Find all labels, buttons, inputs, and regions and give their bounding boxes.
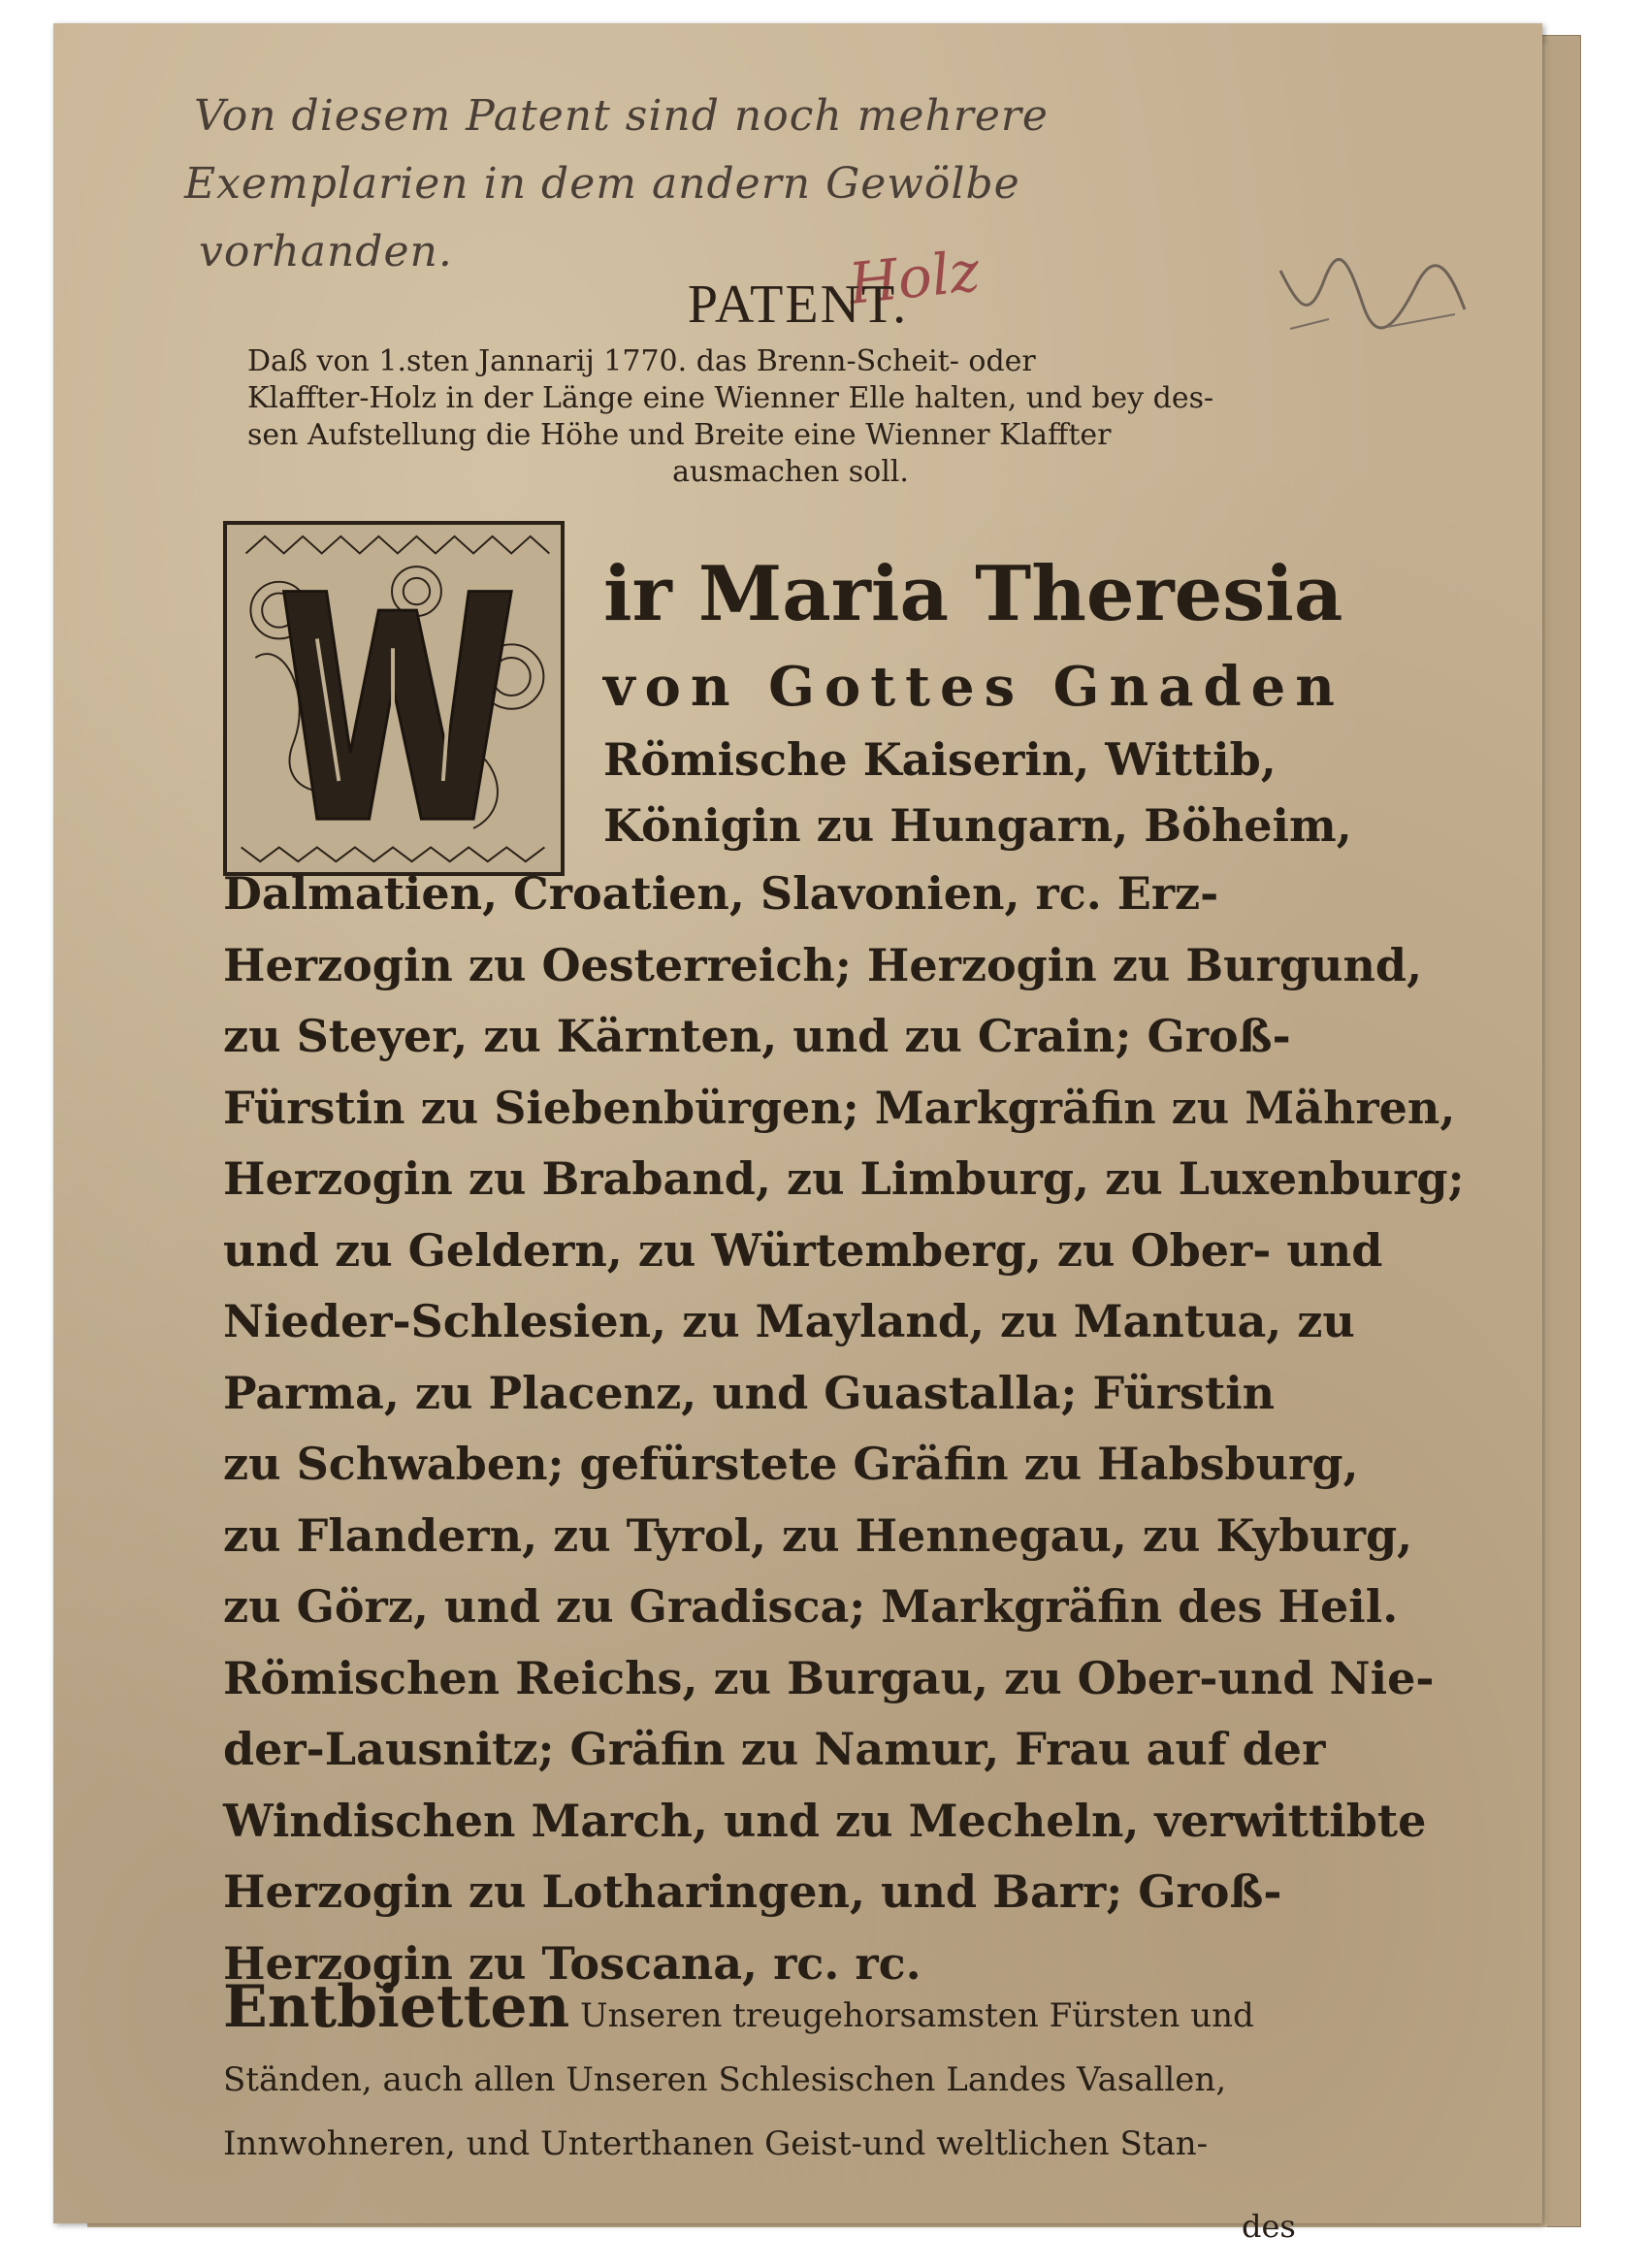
subtitle-line-4: ausmachen soll. (672, 455, 909, 489)
closing-line-2: Ständen, auch allen Unseren Schlesischen Landes Vasallen, (223, 2060, 1227, 2099)
handwritten-note-line-1: Von diesem Patent sind noch mehrere (194, 91, 1049, 141)
decree-heading-line-2: von Gottes Gnaden (603, 655, 1344, 719)
decree-line: zu Steyer, zu Kärnten, und zu Crain; Groß- (223, 1010, 1291, 1062)
closing-line-1 (223, 1973, 1254, 2041)
subtitle-line-1: Daß von 1.sten Jannarij 1770. das Brenn-Scheit- oder (247, 344, 1036, 378)
closing-line-1-rest: Unseren treugehorsamsten Fürsten und (580, 1996, 1254, 2035)
decree-line: Windischen March, und zu Mecheln, verwittibte (223, 1794, 1427, 1847)
decree-line: Nieder-Schlesien, zu Mayland, zu Mantua, zu (223, 1295, 1355, 1347)
decree-line: Fürstin zu Siebenbürgen; Markgräfin zu Mähren, (223, 1081, 1456, 1134)
closing-paragraph (223, 1975, 1353, 2176)
decree-line: Herzogin zu Oesterreich; Herzogin zu Burgund, (223, 938, 1423, 991)
decree-heading-line-3: Römische Kaiserin, Wittib, (603, 733, 1277, 786)
decree-line: und zu Geldern, zu Würtemberg, zu Ober- und (223, 1223, 1383, 1277)
closing-line-3: Innwohneren, und Unterthanen Geist-und weltlichen Stan- (223, 2124, 1209, 2163)
subtitle-line-2: Klaffter-Holz in der Länge eine Wienner Elle halten, und bey des- (247, 381, 1214, 415)
decree-text (223, 542, 1465, 1999)
decree-line: Römischen Reichs, zu Burgau, zu Ober-und Nie- (223, 1651, 1435, 1704)
handwritten-note-line-3: vorhanden. (199, 227, 453, 276)
decree-line: der-Lausnitz; Gräfin zu Namur, Frau auf der (223, 1723, 1326, 1775)
decree-line: Dalmatien, Croatien, Slavonien, rc. Erz- (223, 867, 1219, 920)
decree-line: Parma, zu Placenz, und Guastalla; Fürstin (223, 1366, 1276, 1419)
document-title: PATENT. (687, 275, 909, 335)
decree-line: zu Schwaben; gefürstete Gräfin zu Habsburg, (223, 1438, 1359, 1490)
red-ink-mark: Holz (845, 238, 983, 317)
subtitle-line-3: sen Aufstellung die Höhe und Breite eine Wienner Klaffter (247, 418, 1112, 452)
document-page (53, 23, 1542, 2245)
handwritten-note-line-2: Exemplarien in dem andern Gewölbe (184, 159, 1020, 209)
decree-heading-line-1: ir Maria Theresia (603, 550, 1343, 638)
decree-line: zu Görz, und zu Gradisca; Markgräfin des Heil. (223, 1580, 1399, 1633)
decree-line: Herzogin zu Braband, zu Limburg, zu Luxenburg; (223, 1152, 1465, 1205)
decree-line: zu Flandern, zu Tyrol, zu Hennegau, zu Kyburg, (223, 1508, 1413, 1562)
decree-line: Herzogin zu Toscana, rc. rc. (223, 1936, 922, 1990)
closing-lead-word: Entbietten (223, 1973, 570, 2041)
catchword: des (1242, 2208, 1296, 2245)
document-subtitle (247, 343, 1334, 491)
decree-heading-line-4: Königin zu Hungarn, Böheim, (603, 799, 1352, 852)
decree-line: Herzogin zu Lotharingen, und Barr; Groß- (223, 1865, 1282, 1918)
